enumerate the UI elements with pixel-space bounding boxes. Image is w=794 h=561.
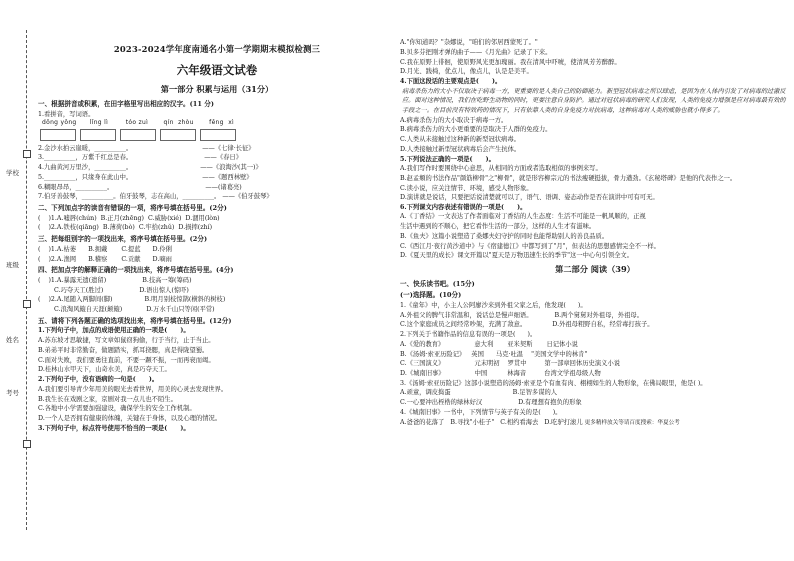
question: 2.金沙水拍云崖暖，__________。 ——《七律·长征》 <box>38 144 255 152</box>
option-line: B.赵孟頫的书法作品"颜筋柳骨"之"柳骨"，就是形容柳宗元的书法瘦硬挺拔，骨力遒劲。《玄秘塔碑》是他的代表作之一。 <box>400 175 737 183</box>
option-line: C.我在原野上徘徊，使原野风光更加瑰丽。我在清风中吓唬，使清风芳芳醉醉。 <box>400 58 621 66</box>
option-line: ( )1.A.枯萎 B.拥戴 C.提蓝 D.伶俐 <box>38 245 172 253</box>
cut-line <box>26 30 27 530</box>
section-heading: 五、请将下列各题正确的选项找出来，将序号填在括号里。(12分) <box>38 316 232 325</box>
option-line: C.这个家庭成员之间经常吵架，充满了敌意。 D.外祖母粗野自私，经常毒打孩子。 <box>400 321 654 329</box>
table-row: A.《爱的教育》 意大利 亚米契斯 日记体小说 <box>400 340 578 348</box>
question: 3.下列句子中，标点符号使用不恰当的一项是( )。 <box>38 424 190 432</box>
section-heading: 一、根据拼音或积累，在田字格里写出相应的汉字。(11 分) <box>38 100 214 108</box>
option-line: B.弟弟平时非常勤奋，做题踏实，抓耳挠腮，真是得陇望蜀。 <box>38 346 209 354</box>
binding-mark <box>23 440 31 448</box>
option-line: ( )2.A.铁枝(qiāng) B.薄荷(bò) C.牢拾(zhǔ) D.损摔(zhí) <box>38 224 213 232</box>
left-column <box>38 38 396 558</box>
option-line: C.浪淘风簸自天涯(颠簸) D.万水千山只等闲(平常) <box>38 306 215 314</box>
section-heading: 三、把每组别字的一项找出来，将序号填在括号里。(2分) <box>38 235 208 244</box>
option-line: 生活中遇到的不顺心，把它看作生活的一部分，这样的人生才有滋味。 <box>400 223 596 231</box>
option-line: C.面对失败，我们要勇往直前，不要一蹶不振，一而再衰而竭。 <box>38 356 215 364</box>
table-row: C.《三国演义》 元末明初 罗贯中 第一部章回体历史演义小说 <box>400 360 621 368</box>
footer-note: 更多精样放关等请百度搜索：华夏公考 <box>584 419 680 426</box>
option-line: A.我们要引导青少年用美的眼光去看世界，用美的心灵去发现世界。 <box>38 385 228 393</box>
writing-box[interactable] <box>200 129 236 141</box>
option-line: B.贝多芬把刚才弹的曲子——《月光曲》记录了下来。 <box>400 48 552 56</box>
question: 4.下面这段话的主要观点是( )。 <box>400 78 502 85</box>
section-heading: (一)选择题。(10分) <box>400 291 462 300</box>
binding-mark <box>23 300 31 308</box>
section-heading: 二、下列加点字的读音有错误的一项，将序号填在括号里。(2分) <box>38 204 227 213</box>
option-line <box>400 418 790 428</box>
option-line: ( )2.A.尾随入两脚间(脚) B.明月别枝惊鹊(横斜的树枝) <box>38 296 226 304</box>
writing-box[interactable] <box>80 129 116 141</box>
option-line: ( )1.A.暴露无遗(遗留) B.技高一筹(筹码) <box>38 276 192 284</box>
question: 1.下列句子中，加点的成语使用正确的一项是( )。 <box>38 327 190 335</box>
margin-label-id: 考号 <box>6 389 19 397</box>
option-line: C.人类从未接触过这种新的新型冠状病毒。 <box>400 136 520 144</box>
option-line: B.病毒杀伤力的大小更重要的是取决于人群的免疫力。 <box>400 126 552 134</box>
reading-passage: 病毒杀伤力的大小不仅取决于病毒一方，更重要的是人类自己的防御能力。新型冠状病毒之所以肆虐，是因为在人体内引发了对病毒的过激反应。面对这种情况，我们在吃野生动物的同时，更要注意自身防护。通过对冠状病毒的研究人们发现，人类的免疫力增强是应对病毒最有效的手段之一。在目前没有特效药的情况下，只有依靠人类的自身免疫力对抗病毒，这种病毒对人类的威胁也就小得多了。 <box>402 87 786 114</box>
option-line: D.人类接触过新型冠状病毒后会产生抗体。 <box>400 145 521 153</box>
option-line: D.月光、践椅，优点儿，像点儿，认是是美平。 <box>400 68 533 76</box>
option-line: B.《鱼夫》这篇小说塑造了桑娜夫妇守护的同时也能帮助别人的善良品质。 <box>400 232 609 240</box>
part-one-title: 第一部分 积累与运用（31分） <box>160 84 274 94</box>
option-line: D.演讲就是说话，只要把话说清楚就可以了，语气、语调、姿态动作是否在演讲中可有可无。 <box>400 194 659 202</box>
question: 6.下列课文内容表述有错误的一项是( )。 <box>400 203 527 211</box>
exam-title: 2023-2024学年度南通名小第一学期期末模拟检测三 <box>113 44 321 54</box>
margin-label-class: 班级 <box>6 261 19 269</box>
option-line: ( )1.A.嘘唇(chún) B.正月(zhēng) C.威胁(xié) D.涸用(lòn) <box>38 214 220 222</box>
option-line: D.一个人是否拥有健康的体魄，关键在于身体，以及心理的情况。 <box>38 415 222 423</box>
question: 4.九曲黄河万里沙，__________。 ——《浪淘沙(其一)》 <box>38 164 262 172</box>
option-line: ( )2.A.渔网 B.稽察 C.贡献 D.嘀雨 <box>38 255 172 263</box>
option-line: A.顽童，调皮捣蛋 B.足智多谋的人 <box>400 389 558 397</box>
option-line: C.一心要冲出桎梏的绿林好汉 D.有理想有抱负的形象 <box>400 399 582 407</box>
part-two-title: 第二部分 阅读（39） <box>555 263 635 274</box>
table-row: D.《城南旧事》 中国 林海音 台湾文学祖母级人物 <box>400 370 601 378</box>
question: 4.《城南旧事》一书中，下列情节与英子有关的是( )。 <box>400 408 562 416</box>
binding-mark <box>23 150 31 158</box>
question: 1.《童年》中，小主人公阿廖沙来到外祖父家之后，他发现( )。 <box>400 301 587 309</box>
option-line: A.苏东坡才思敏捷，写文章如鼠窃狗偷，行于当行，止于当止。 <box>38 337 215 345</box>
question: 2.下列句子中，没有语病的一句是( )。 <box>38 376 159 384</box>
question: 3.__________，万紫千红总是春。 ——《春日》 <box>38 154 243 162</box>
question: 5.下列说法正确的一项是( )。 <box>400 155 495 163</box>
margin-label-name: 姓名 <box>6 336 19 344</box>
option-line: D.桂林山水甲天下，山奇水美，真是巧夺天工。 <box>38 366 171 374</box>
option-line: A.病毒杀伤力的大小取决于病毒一方。 <box>400 116 508 124</box>
question: 6.糊眼昂昂，__________。 ——(诸葛亮) <box>38 183 242 191</box>
question: 7.伯牙善鼓琴，__________。伯牙鼓琴，志在高山，__________。 ——《伯牙鼓琴》 <box>38 193 273 201</box>
option-line: A.外祖父的脾气非常温和，说话总是慢声细语。 B.两个舅舅对外祖母，外祖母。 <box>400 311 643 319</box>
option-line: A.《丁香结》一文表达了作者面临对丁香结的人生态度：生活不可能是一帆风顺的，正视 <box>400 213 646 221</box>
question: 2.下列关于书籍作品的信息有误的一项是( )。 <box>400 331 537 339</box>
section-heading: 一、快乐读书吧。(15分) <box>400 279 475 288</box>
pinyin-line: dǒng yǒng lǐng lì tóo zuì qín zhòu fěng xì <box>42 119 235 127</box>
writing-box[interactable] <box>40 129 76 141</box>
section-heading: 四、把加点字的解释正确的一项找出来，将序号填在括号里。(4分) <box>38 266 234 275</box>
question: 3.《汤姆·索亚历险记》这部小说塑造的汤姆·索亚是个有血有肉、栩栩如生的人物形象，在佛局眼里，他是( )。 <box>400 379 707 387</box>
option-line: A."你知道吗？"杂娜说，"咱们的邻居西蒙死了。" <box>400 39 538 46</box>
option-line: B.我生长在戏剧之家，京剧对我一点儿也不陌生。 <box>38 395 177 403</box>
option-line: C.《西江月·夜行黄沙道中》与《宿建德江》中都写到了"月"，但表达的思想感情完全不一样。 <box>400 242 660 250</box>
option-text: A.爸爸的花落了 B.寻找"小桂子" C.相约看海去 D.吃驴打滚儿 <box>400 418 583 426</box>
question: 5.__________，只缘身在此山中。 ——《题西林壁》 <box>38 173 253 181</box>
option-line: C.读小说，应关注情节、环境，感受人物形象。 <box>400 184 533 192</box>
right-column <box>400 38 790 558</box>
writing-box[interactable] <box>120 129 156 141</box>
exam-subtitle: 六年级语文试卷 <box>176 63 258 77</box>
writing-box[interactable] <box>160 129 196 141</box>
option-line: D.《夏天里的成长》课文开篇以"夏天是万物迅速生长的季节"这一中心句引领全文。 <box>400 252 634 260</box>
table-row: B.《汤姆·索亚历险记》 英国 马克·吐温 "美国文学中的林肯" <box>400 350 588 358</box>
margin-label-school: 学校 <box>6 169 19 177</box>
writing-grid <box>38 129 396 141</box>
option-line: C.各地中小学需要加强建设，确保学生的安全工作机制。 <box>38 405 196 413</box>
option-line: C.巧夺天工(胜过) D.语出惊人(惊吓) <box>38 286 189 294</box>
option-line: A.我们写作时要围绕中心意思，从相同的方面或者选取相似的事例来写。 <box>400 165 602 173</box>
question: 1.看拼音，写词语。 <box>38 110 95 118</box>
